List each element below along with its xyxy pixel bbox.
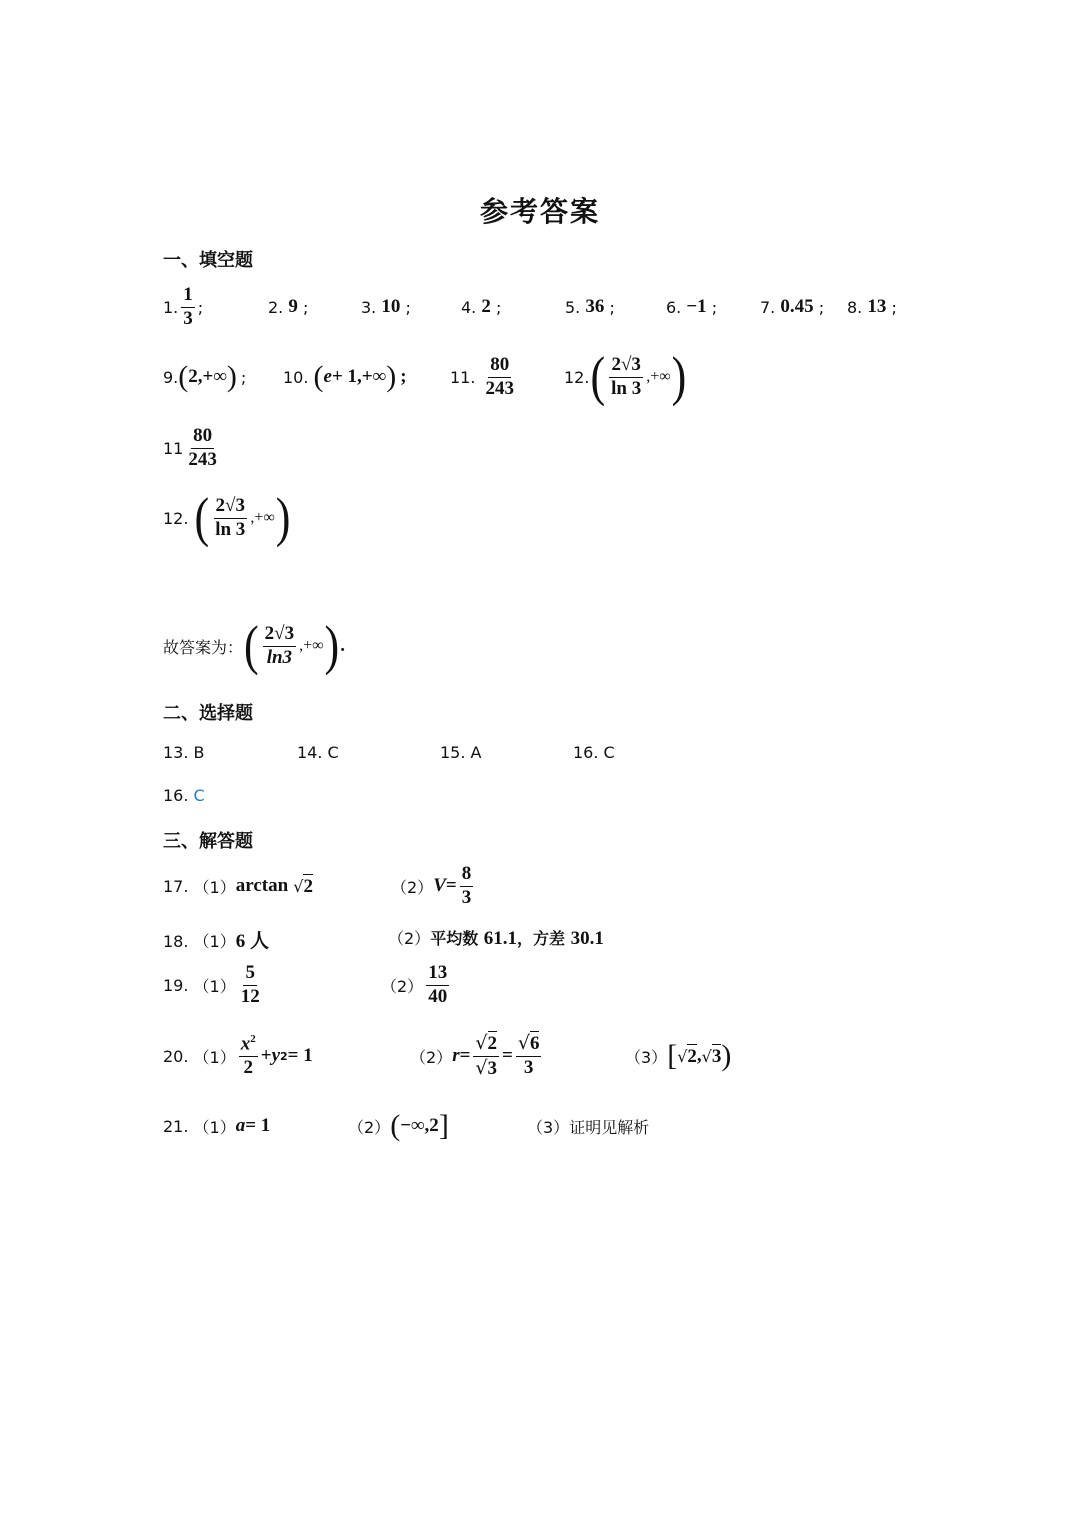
fraction: $\frac{80}{243}$ [485, 353, 515, 399]
answer-q21-part1: 21. （1） a = 1 [163, 1115, 271, 1137]
page-title: 参考答案 [479, 195, 600, 228]
answer-q17-part1: 17. （1） arctan √ 2 [163, 875, 313, 897]
fraction: $\frac{13}{40}$ [428, 961, 448, 1007]
answer-q16-repeat: 16. C [163, 786, 205, 805]
answer-q11: 11. $\frac{80}{243}$ [450, 353, 515, 399]
fraction: $\frac{5}{12}$ [240, 961, 260, 1007]
answer-q3: 3. 10 ; [361, 296, 411, 317]
answer-q12-repeat: 12. ( $\frac{2√3}{\ln 3}$ ,+∞ ) [163, 486, 291, 548]
answer-final: 故答案为： ( $\frac{2√3}{\ln 3}$ ,+∞ ) . [163, 614, 345, 676]
fraction: $\frac{1}{3}$ [183, 283, 193, 329]
section-heading-solve: 三、解答题 [163, 831, 253, 852]
fraction: $\frac{80}{243}$ [188, 424, 217, 470]
answer-q13: 13. B [163, 743, 205, 762]
fraction: $\frac{2√3}{\ln 3}$ [215, 494, 246, 540]
answer-q18-part2: （2）平均数 61.1，方差 30.1 [388, 928, 604, 949]
answer-q11-repeat: 11 $\frac{80}{243}$ [163, 424, 217, 470]
section-heading-fill: 一、填空题 [163, 250, 253, 271]
answer-q14: 14. C [297, 743, 339, 762]
answer-q5: 5. 36 ; [565, 296, 615, 317]
answer-q20-part3: （3） [ √ 2 , √ 3 ) [625, 1039, 732, 1072]
answer-q21-part2: （2） ( −∞,2 ] [348, 1109, 449, 1142]
answer-q6: 6. −1 ; [666, 296, 718, 317]
answer-q17-part2: （2） V = $\frac{8}{3}$ [391, 862, 472, 908]
answer-q9: 9. ( 2,+∞ ) ; [163, 360, 247, 393]
answer-q21-part3: （3） 证明见解析 [527, 1117, 650, 1137]
fraction: $\frac{2√3}{\ln 3}$ [611, 353, 642, 399]
answer-q20-part1: 20. （1） $\frac{x^2}{2}$ + y 2 = 1 [163, 1032, 313, 1079]
answer-q19-part1: 19. （1） $\frac{5}{12}$ [163, 961, 260, 1007]
answer-q20-part2: （2） r = $\frac{√2}{√3}$ = $\frac{√6}{3}$ [410, 1031, 540, 1079]
fraction: $\frac{√2}{√3}$ [475, 1031, 498, 1079]
answer-q19-part2: （2） $\frac{13}{40}$ [381, 961, 448, 1007]
section-heading-choice: 二、选择题 [163, 703, 253, 724]
fraction: $\frac{√6}{3}$ [517, 1032, 540, 1078]
answer-q12: 12. ( $\frac{2√3}{\ln 3}$ ,+∞ ) [564, 345, 687, 407]
fraction: $\frac{x^2}{2}$ [240, 1032, 256, 1079]
answer-q2: 2. 9 ; [268, 296, 309, 317]
fraction: $\frac{2√3}{\ln 3}$ [264, 622, 295, 668]
answer-q16: 16. C [573, 743, 615, 762]
answer-q10: 10. ( e + 1,+∞ ) ; [283, 360, 407, 393]
fraction: $\frac{8}{3}$ [461, 862, 472, 908]
answer-row-18: 18. （1）6 人 [163, 931, 269, 952]
answer-q1: 1. $\frac{1}{3}$ ; [163, 283, 204, 329]
answer-q15: 15. A [440, 743, 482, 762]
answer-q7: 7. 0.45 ; [760, 296, 825, 317]
answer-q8: 8. 13 ; [847, 296, 897, 317]
answer-q4: 4. 2 ; [461, 296, 502, 317]
